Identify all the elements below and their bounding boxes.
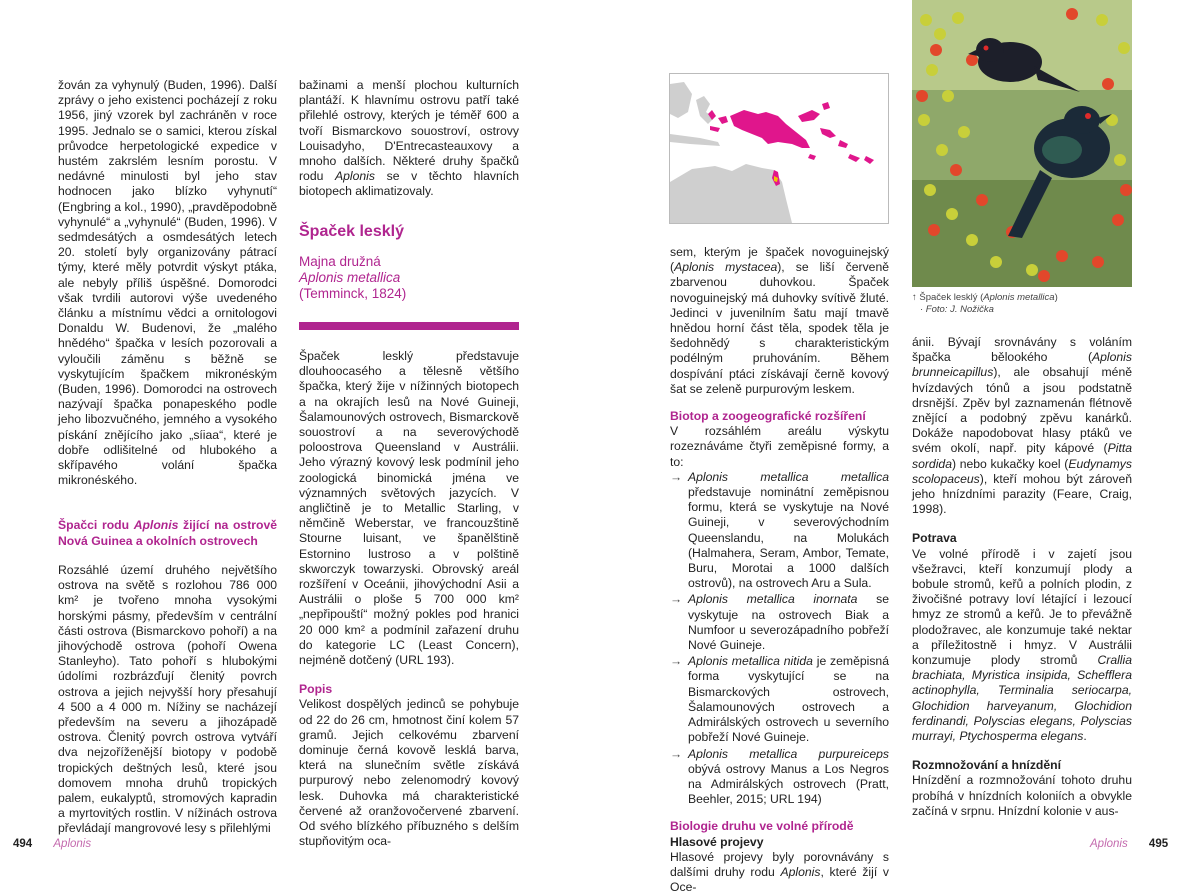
species-alt-name: Majna družná <box>299 253 381 269</box>
section-heading-biologie: Biologie druhu ve volné přírodě <box>670 819 854 834</box>
caption-arrow-icon: ↑ <box>912 292 920 303</box>
genus-name: Aplonis <box>335 169 375 184</box>
list-item <box>670 654 889 745</box>
col2-top-paragraph <box>299 78 519 200</box>
text-run: ), kteří mohou být zároveň jeho hnízdními parazity (Feare, Craig, 1998). <box>912 471 1132 517</box>
page-number: 495 <box>1148 838 1169 850</box>
text-run: Hlasové projevy byly porovnávány s dalšími druhy rodu <box>670 849 889 879</box>
caption-latin: Aplonis metallica <box>983 292 1055 303</box>
text-run: ánii. Bývají srovnávány s voláním špačka bělookého ( <box>912 335 1132 365</box>
latin-name: Aplonis brunneicapillus <box>912 350 1132 380</box>
starling-photo-graphic <box>912 0 1132 287</box>
popis-paragraph: Velikost dospělých jedinců se pohybuje od 22 do 26 cm, hmotnost činí kolem 57 gramů. Jejich celkovému zbarvení dominuje černá kovově lesklá barva, která na slunečním světle získává purpurový nebo zelenomodrý kovový lesk. Duhovka má charakteristické červené až oranžovočervené zbarvení. Od svého blízkého příbuzného s delším stupňovitým oca- <box>299 697 519 849</box>
section-heading-popis: Popis <box>299 682 333 697</box>
text-run: ), se liší červeně zbarvenou duhovkou. Špaček novoguinejský má duhovky svítivě žluté. Jedinci v juvenilním šatu mají tmavě hnědou horní část těla, spodek těla je šedohnědý s charakteristickým podélným pruhováním. Během dospívání ptáci získávají černě kovový šat se zeleně purpurovým leskem. <box>670 260 889 396</box>
caption-text: Špaček lesklý ( <box>919 292 984 303</box>
heading-genus: Aplonis <box>133 518 179 533</box>
right-folio <box>1090 838 1168 850</box>
subspecies-text: je zeměpisná forma vyskytující se na Bismarckových ostrovech, Šalamounových ostrovech a Admirálských ostrovech u severního pobřeží Nové Guineje. <box>688 654 889 745</box>
list-item <box>670 747 889 808</box>
range-map-graphic <box>670 74 888 223</box>
text-run: se v těchto hlavních biotopech aklimatizovaly. <box>299 169 520 199</box>
subspecies-text: představuje nominátní zeměpisnou formu, která se vyskytuje na Nové Guineji, v severovýchodním Queenslandu, na Molukách (Halmahera, Seram, Ambor, Temate, Buru, Morotai a 1000 dalších ostrovů), na ostrovech Aru a Sula. <box>688 485 889 591</box>
range-map <box>669 73 889 224</box>
species-title: Špaček lesklý <box>299 222 404 240</box>
heading-part: žijící na ostrově Nová Guinea a okolních ostrovech <box>58 518 277 548</box>
text-run: . <box>1083 729 1087 744</box>
latin-name: Pitta sordida <box>912 441 1132 471</box>
left-column-2 <box>299 78 519 302</box>
caption-text: ) <box>1054 292 1058 303</box>
latin-name: Aplonis mystacea <box>674 260 778 275</box>
latin-name: Aplonis metallica <box>299 269 401 285</box>
list-item <box>670 592 889 653</box>
left-column-1 <box>58 78 277 837</box>
latin-name: Eudynamys scolopaceus <box>912 456 1132 486</box>
genus-name: Aplonis <box>780 864 821 879</box>
col3-intro-paragraph <box>670 245 889 397</box>
subheading-rozmnozovani: Rozmnožování a hnízdění <box>912 758 1061 773</box>
subspecies-name: Aplonis metallica purpureiceps <box>688 746 889 761</box>
subheading-potrava: Potrava <box>912 531 957 546</box>
running-head: Aplonis <box>53 838 92 850</box>
col1-intro-paragraph: žován za vyhynulý (Buden, 1996). Další zprávy o jeho existenci pocházejí z roku 1956, jiný vzorek byl zachráněn v roce 1995. Jednalo se o samici, kterou získal průvodce herpetologické expedice v hustém zakrslém lesním porostu. V nedávné minulosti byl jeho stav hodnocen jako blízko vyhynutí“ (Engbring a kol., 1990), „pravděpodobně vyhynulé“ a „vyhynulé“ (Buden, 1996). V sedmdesátých a osmdesátých letech 20. století byly organizovány pátrací týmy, které měly potvrdit výskyt ptáka, ale nebyly příliš úspěšné. Domorodci však tvrdili autorovi výše uvedeného článku a místnímu vědci a ornitologovi Donaldu W. Budenovi, že „malého hnědého“ špačka v lesích pozorovali a vyloučili záměnu s běžně se vyskytujícím špačkem mikronéským (Buden, 1996). Domorodci na ostrovech nazývají špačka ponapeského podle jeho libozvučného, jemného a vysokého pískání znějícího jako „síiaa“, které je dobře odlišitelné od hlubokého a skřípavého volání špačka mikronéského. <box>58 78 277 488</box>
text-run: Ve volné přírodě i v zajetí jsou všežravci, kteří konzumují plody a bobule stromů, keřů a polních plodin, z živočišné potravy loví létající i lezoucí hmyz ze stromů a keřů. Je to převážně plodožravec, ale konzumuje také nektar a příležitostně i hmyz. V Austrálii konzumuje plody stromů <box>912 546 1132 668</box>
species-description: Špaček lesklý představuje dlouhoocasého a tělesně většího špačka, který žije v nížinných biotopech a na okrajích lesů na Nové Guineji, Šalamounových ostrovech, Bismarckově souostroví a na severovýchodě poloostrova Queensland v Austrálii. Jeho výrazný kovový lesk podmínil jeho zoologická binomická jména ve významných světových jazycích. V angličtině je to Metallic Starling, v němčině Weberstar, ve francouzštině Stourne luisant, ve španělštině Estornino lustroso a v polštině skworczyk towarzyski. Obrovský areál rozšíření v Oceánii, jihovýchodní Asii a Austrálii o ploše 5 700 000 km² „nepřipouští“ možný pokles pod hranici 20 000 km² a podmínil zařazení druhu do kategorie LC (Least Concern), nejméně dotčený (URL 193). <box>299 349 519 668</box>
page-number: 494 <box>13 838 33 850</box>
text-run: ), ale obsahují méně hvízdavých tónů a jsou podstatně drsnější. Zpěv byl zaznamenán flétnově znějící a podobný zpěvu kanárků. Dokáže napodobovat hlasy ptáků ve svém okolí, např. pity kápové ( <box>912 365 1132 456</box>
starling-photo <box>912 0 1132 287</box>
text-run: , které žijí v Oce- <box>670 864 889 895</box>
section-heading-new-guinea <box>58 518 277 548</box>
section-heading-biotop: Biotop a zoogeografické rozšíření <box>670 409 866 424</box>
col1-body-paragraph: Rozsáhlé území druhého největšího ostrova na světě s rozlohou 786 000 km² je tvořeno mnoha vysokými horskými pásmy, především v centrální části ostrova (Bismarckovo pohoří) a na jihovýchodě ostrova (pohoří Owena Stanleyho). Tato pohoří s hlubokými údolími rozbrázďují členitý povrch ostrova a jejich nejvyšší hory přesahují 4 500 a 4 000 m. Nížiny se nacházejí především na severu a jihozápadě ostrova. Členitý povrch ostrova vytváří dva nejzoříženější biotopy v podobě tropických deštných lesů, které jsou domovem mnoha druhů tropických palem, eukalyptů, stromových kapradin a myrtovitých rostlin. V nížinách ostrova převládají mangrovové lesy s přilehlými <box>58 562 277 836</box>
potrava-paragraph <box>912 547 1132 745</box>
subspecies-name: Aplonis metallica nitida <box>688 654 813 669</box>
list-item <box>670 470 889 592</box>
species-latin-name <box>299 270 519 286</box>
subspecies-name: Aplonis metallica inornata <box>688 592 858 607</box>
text-run: sem, kterým je špaček novoguinejský ( <box>670 245 889 275</box>
col4-paragraph <box>912 335 1132 517</box>
plant-names: Crallia brachiata, Myristica insipida, Schefflera actinophylla, Terminalia seriocarpa, Glochidion harveyanum, Glochidion ferdinandi, Polyscias elegans, Polyscias murrayi, Ptychosperma elegans <box>912 653 1132 744</box>
left-folio <box>13 838 91 850</box>
subspecies-text: obývá ostrovy Manus a Los Negros na Admirálských ostrovech (Pratt, Beehler, 2015; URL 194) <box>688 761 889 807</box>
subspecies-name: Aplonis metallica metallica <box>688 469 889 484</box>
photo-caption <box>912 292 1058 316</box>
running-head: Aplonis <box>1090 838 1128 850</box>
biotop-intro: V rozsáhlém areálu výskytu rozeznáváme čtyři zeměpisné formy, a to: <box>670 424 889 469</box>
species-author: (Temminck, 1824) <box>299 285 407 301</box>
text-run: ) nebo kukačky koel ( <box>951 456 1069 471</box>
species-header-bar <box>299 322 519 330</box>
right-column-2 <box>912 335 1132 819</box>
heading-part: Špačci rodu <box>58 518 134 533</box>
caption-credit: · Foto: J. Nožička <box>920 304 994 315</box>
subheading-hlas: Hlasové projevy <box>670 834 764 849</box>
subspecies-text: se vyskytuje na ostrovech Biak a Numfoor u severozápadního pobřeží Nové Guineje. <box>688 592 889 653</box>
hlas-paragraph <box>670 850 889 895</box>
rozmnozovani-paragraph: Hnízdění a rozmnožování tohoto druhu probíhá v hnízdních koloniích a obvykle začíná v srpnu. Hnízdní kolonie v aus- <box>912 773 1132 818</box>
subspecies-list <box>670 470 889 807</box>
right-column-1 <box>670 245 889 895</box>
left-column-2-body <box>299 349 519 850</box>
text-run: bažinami a menší plochou kulturních plantáží. K hlavnímu ostrovu patří také přilehlé ostrovy, kterých je téměř 600 a tvoří Bismarckovo souostroví, ostrovy Louisadyho, D'Entrecasteauxovy a mnoho dalších. Některé druhy špačků rodu <box>299 78 519 184</box>
